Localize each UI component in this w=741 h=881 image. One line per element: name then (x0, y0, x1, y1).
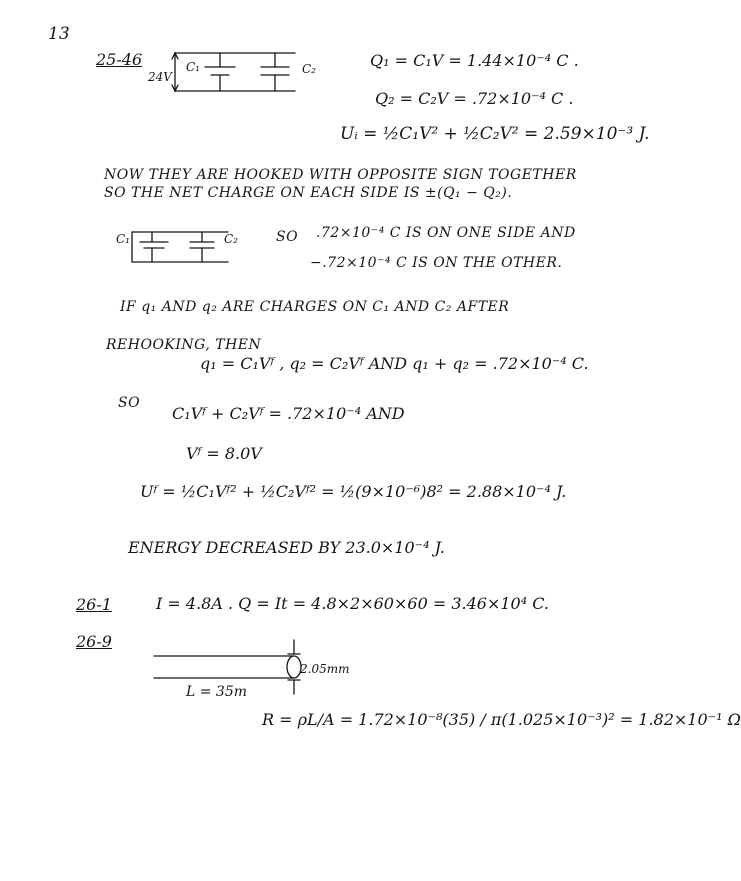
equation-final-voltage: Vᶠ = 8.0V (186, 444, 262, 463)
wire-length-label: L = 35m (186, 684, 248, 700)
text-charge-other-side: −.72×10⁻⁴ C IS ON THE OTHER. (310, 255, 563, 271)
equation-initial-energy: Uᵢ = ½C₁V² + ½C₂V² = 2.59×10⁻³ J. (340, 124, 650, 144)
text-so-2: SO (118, 395, 141, 411)
problem-number-26-1: 26-1 (76, 595, 112, 614)
text-hooked-opposite: NOW THEY ARE HOOKED WITH OPPOSITE SIGN TOGETHER (104, 167, 577, 183)
equation-charge-current: I = 4.8A . Q = It = 4.8×2×60×60 = 3.46×10⁴ C. (156, 594, 549, 613)
equation-resistance: R = ρL/A = 1.72×10⁻⁸(35) / π(1.025×10⁻³)² = 1.82×10⁻¹ Ω (262, 710, 741, 729)
problem-number-26-9: 26-9 (76, 632, 112, 651)
text-rehooking: REHOOKING, THEN (106, 337, 262, 353)
equation-q1: Q₁ = C₁V = 1.44×10⁻⁴ C . (370, 51, 579, 70)
capacitor-c1-label: C₁ (186, 60, 200, 74)
wire-diameter-label: 2.05mm (300, 662, 350, 676)
equation-sum-charges: C₁Vᶠ + C₂Vᶠ = .72×10⁻⁴ AND (172, 404, 405, 423)
equation-charges-after: q₁ = C₁Vᶠ , q₂ = C₂Vᶠ AND q₁ + q₂ = .72×10⁻⁴ C. (200, 354, 589, 373)
reversed-c2-label: C₂ (224, 232, 238, 246)
text-so: SO (276, 229, 299, 245)
problem-number-25-46: 25-46 (96, 50, 143, 69)
text-net-charge: SO THE NET CHARGE ON EACH SIDE IS ±(Q₁ − Q₂). (104, 185, 513, 201)
reversed-c1-label: C₁ (116, 232, 130, 246)
capacitor-c2-label: C₂ (302, 62, 316, 76)
text-energy-decreased: ENERGY DECREASED BY 23.0×10⁻⁴ J. (128, 538, 445, 557)
text-if-q1-q2: IF q₁ AND q₂ ARE CHARGES ON C₁ AND C₂ AFTER (120, 299, 510, 315)
text-charge-one-side: .72×10⁻⁴ C IS ON ONE SIDE AND (316, 225, 576, 241)
equation-final-energy: Uᶠ = ½C₁Vᶠ² + ½C₂Vᶠ² = ½(9×10⁻⁶)8² = 2.88×10⁻⁴ J. (140, 482, 567, 501)
equation-q2: Q₂ = C₂V = .72×10⁻⁴ C . (375, 89, 574, 108)
capacitor-circuit-diagram (165, 45, 305, 105)
page-number: 13 (48, 24, 70, 44)
reversed-capacitor-diagram (110, 222, 250, 272)
voltage-label: 24V (148, 70, 172, 84)
